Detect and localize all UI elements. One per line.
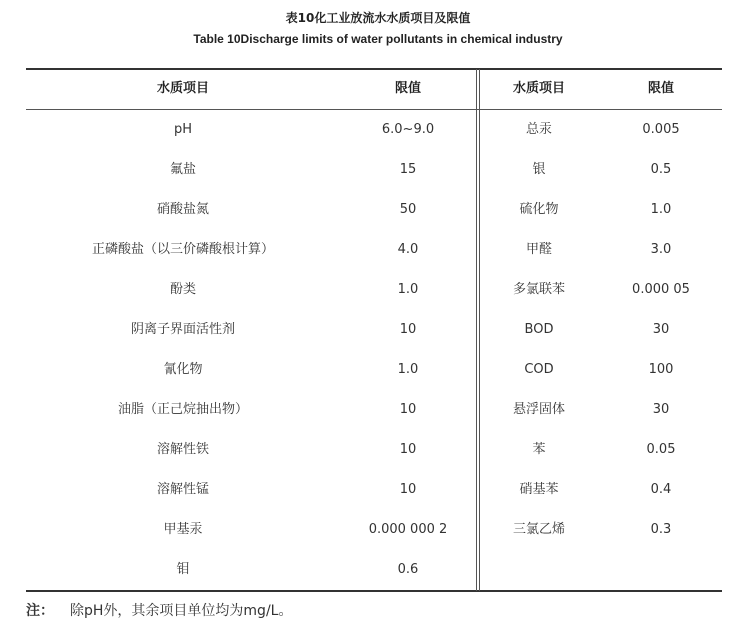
left-item-cell: 钼 <box>176 562 190 577</box>
left-limit-cell: 4.0 <box>397 242 419 257</box>
right-limit-cell: 100 <box>648 362 674 377</box>
left-item-cell: 溶解性铁 <box>156 442 209 457</box>
left-item-cell: 阴离子界面活性剂 <box>130 322 235 337</box>
right-item-cell: 悬浮固体 <box>512 402 565 417</box>
right-item-cell: COD <box>524 362 554 377</box>
table-top-rule <box>26 68 722 70</box>
left-limit-cell: 0.6 <box>397 562 419 577</box>
right-item-cell: 苯 <box>532 442 546 457</box>
left-item-cell: 甲基汞 <box>163 522 203 537</box>
left-limit-cell: 1.0 <box>397 282 419 297</box>
left-item-cell: 溶解性锰 <box>156 482 209 497</box>
right-limit-cell: 0.000 05 <box>632 282 690 297</box>
left-limit-cell: 10 <box>399 322 417 337</box>
table-header-rule <box>26 109 722 110</box>
right-limit-cell: 0.05 <box>646 442 676 457</box>
right-limit-cell: 1.0 <box>650 202 672 217</box>
left-limit-cell: 15 <box>399 162 417 177</box>
right-item-cell: 总汞 <box>525 122 552 137</box>
table-title-chinese: 表10化工业放流水水质项目及限值 <box>285 11 471 25</box>
left-limit-cell: 6.0~9.0 <box>381 122 435 137</box>
right-limit-cell: 0.5 <box>650 162 672 177</box>
header-limit-right: 限值 <box>647 81 674 96</box>
right-item-cell: 甲醛 <box>525 242 552 257</box>
left-item-cell: 硝酸盐氮 <box>156 202 209 217</box>
footnote-label: 注： <box>26 603 54 619</box>
header-item-left: 水质项目 <box>156 81 209 96</box>
left-item-cell: 油脂（正己烷抽出物） <box>117 402 248 417</box>
left-item-cell: pH <box>173 122 193 137</box>
right-item-cell: 硝基苯 <box>519 482 559 497</box>
left-item-cell: 氟盐 <box>169 162 196 177</box>
right-item-cell: 硫化物 <box>519 202 559 217</box>
header-item-right: 水质项目 <box>512 81 565 96</box>
right-limit-cell: 0.005 <box>642 122 680 137</box>
right-limit-cell: 0.3 <box>650 522 672 537</box>
left-item-cell: 正磷酸盐（以三价磷酸根计算） <box>91 242 274 257</box>
right-limit-cell: 30 <box>652 402 670 417</box>
right-limit-cell: 30 <box>652 322 670 337</box>
left-limit-cell: 0.000 000 2 <box>368 522 448 537</box>
footnote-text: 除pH外，其余项目单位均为mg/L。 <box>70 603 293 619</box>
table-column-divider <box>476 69 477 591</box>
table-bottom-rule <box>26 590 722 592</box>
right-item-cell: 三氯乙烯 <box>512 522 565 537</box>
right-item-cell: 银 <box>532 162 546 177</box>
table-footnote <box>26 600 292 622</box>
left-limit-cell: 10 <box>399 442 417 457</box>
right-limit-cell: 3.0 <box>650 242 672 257</box>
left-limit-cell: 10 <box>399 482 417 497</box>
table-title-english: Table 10Discharge limits of water pollutants in chemical industry <box>193 32 563 46</box>
left-limit-cell: 10 <box>399 402 417 417</box>
right-limit-cell: 0.4 <box>650 482 672 497</box>
left-item-cell: 酚类 <box>169 282 196 297</box>
right-item-cell: 多氯联苯 <box>512 282 565 297</box>
right-item-cell: BOD <box>524 322 554 337</box>
left-limit-cell: 50 <box>399 202 417 217</box>
left-item-cell: 氰化物 <box>163 362 203 377</box>
left-limit-cell: 1.0 <box>397 362 419 377</box>
header-limit-left: 限值 <box>394 81 421 96</box>
